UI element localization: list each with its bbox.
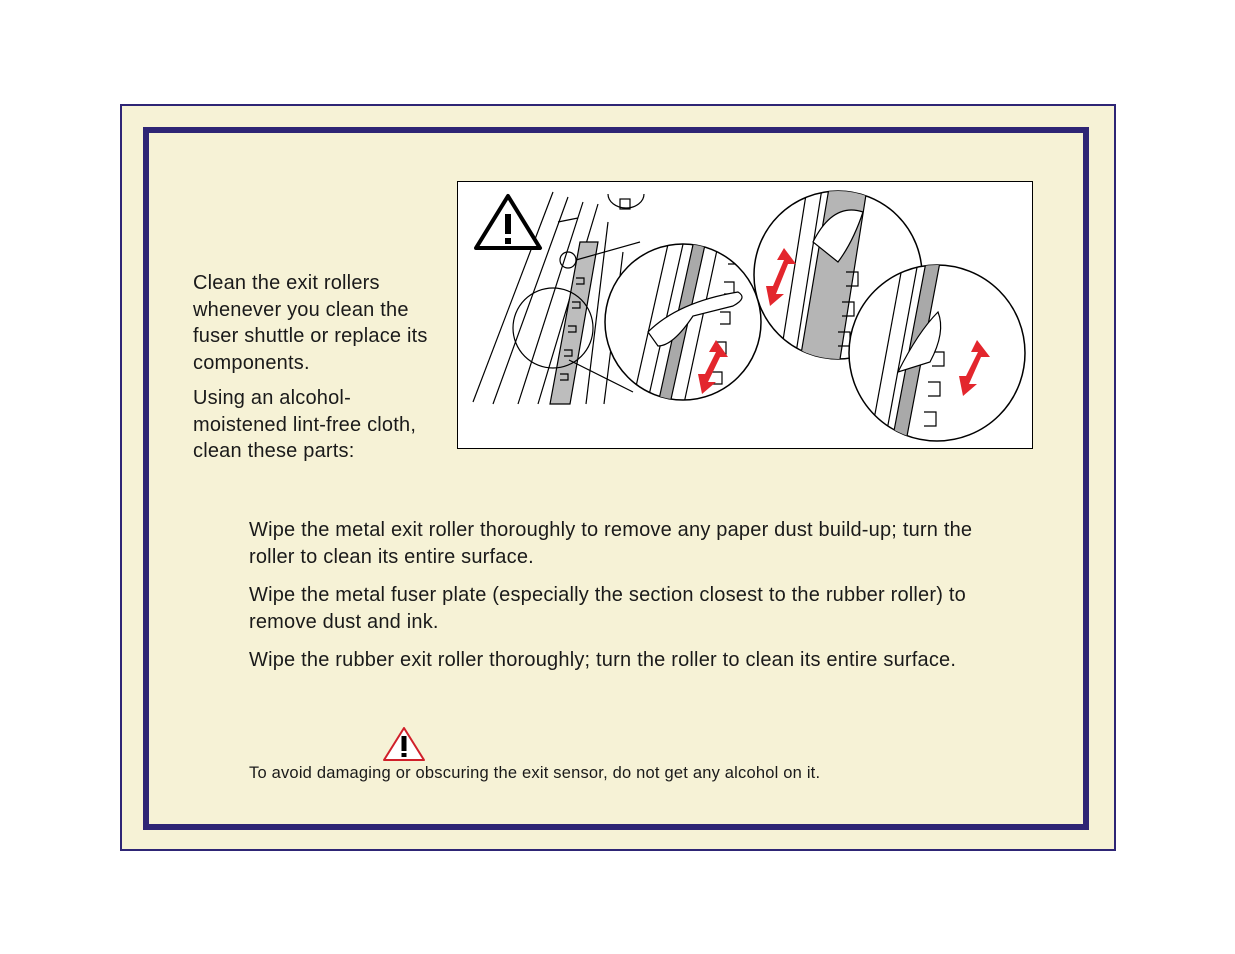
step-rubber-exit-roller: Wipe the rubber exit roller thoroughly; turn the roller to clean its entire surface. [249, 649, 957, 671]
zoom-circle-rubber-roller [849, 262, 1025, 448]
page-panel [120, 104, 1116, 851]
intro-paragraph-2: Using an alcohol-moistened lint-free cloth, clean these parts: [193, 387, 417, 462]
intro-text [193, 270, 443, 474]
intro-paragraph-1: Clean the exit rollers whenever you clean the fuser shuttle or replace its components. [193, 272, 428, 374]
zoom-circle-fuser-plate [605, 222, 761, 422]
cleaning-steps [249, 517, 1009, 686]
step-metal-fuser-plate: Wipe the metal fuser plate (especially the section closest to the rubber roller) to remove dust and ink. [249, 584, 966, 633]
caution-text: To avoid damaging or obscuring the exit sensor, do not get any alcohol on it. [249, 764, 821, 782]
content-border [143, 127, 1089, 830]
warning-triangle-icon [476, 196, 540, 248]
exit-roller-illustration [457, 181, 1033, 449]
step-metal-exit-roller: Wipe the metal exit roller thoroughly to remove any paper dust build-up; turn the roller to clean its entire surface. [249, 519, 973, 568]
caution-warning-icon [382, 726, 426, 767]
